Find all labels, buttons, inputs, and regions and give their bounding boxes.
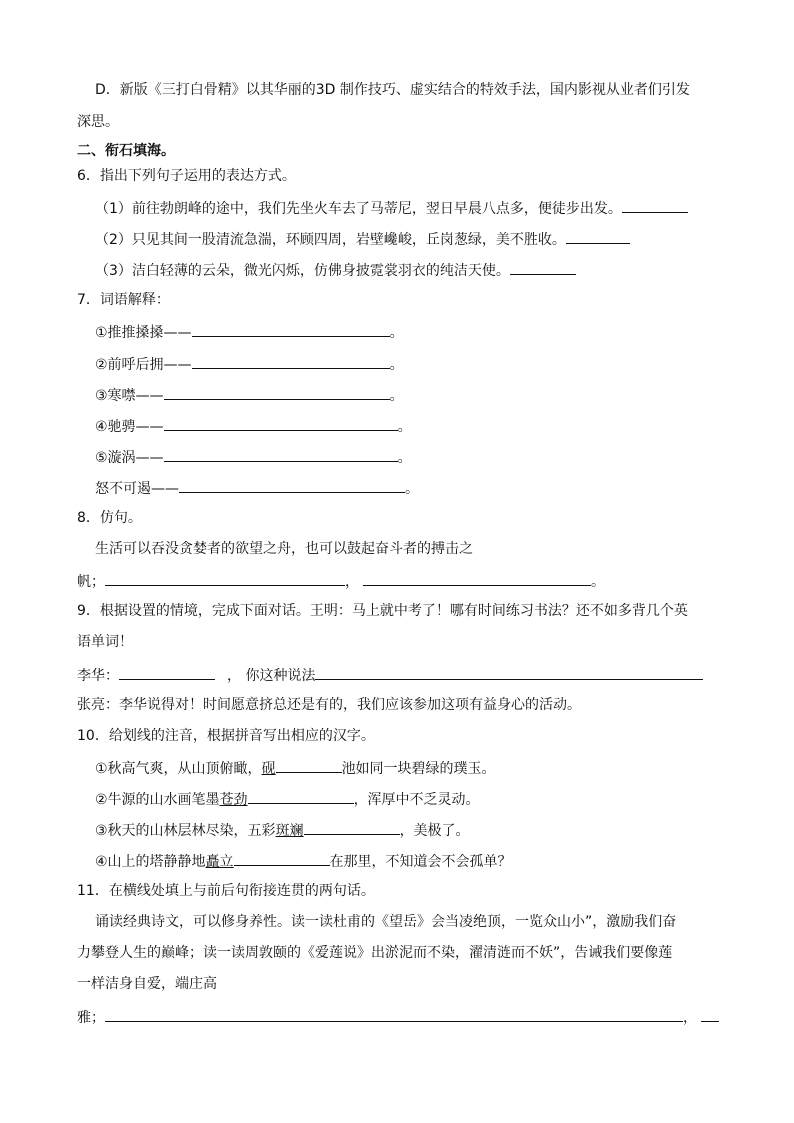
- answer-blank[interactable]: [119, 664, 215, 680]
- q10-item-2: ②牛源的山水画笔墨苍劲 ，浑厚中不乏灵动。: [95, 788, 480, 810]
- answer-blank[interactable]: [105, 570, 345, 586]
- answer-blank[interactable]: [164, 446, 398, 462]
- q8-stem: 8．仿句。: [77, 510, 142, 526]
- q10-item-4: ④山上的塔静静地矗立 在那里，不知道会不会孤单？: [95, 850, 512, 872]
- answer-blank[interactable]: [105, 1006, 683, 1022]
- answer-blank[interactable]: [248, 788, 354, 804]
- answer-blank[interactable]: [192, 321, 390, 337]
- q10-item-3: ③秋天的山林层林尽染，五彩斑斓 ，美极了。: [95, 819, 470, 841]
- answer-blank[interactable]: [164, 415, 398, 431]
- q11-line1: 诵读经典诗文，可以修身养性。读一读杜甫的《望岳》会当凌绝顶，一览众山小”，激励我们奋: [95, 914, 677, 930]
- q11-line2: 力攀登人生的巅峰；读一读周敦颐的《爱莲说》出淤泥而不染，濯清涟而不妖”，告诫我们要像莲: [77, 945, 673, 961]
- q11-line4: 雅； ，: [77, 1006, 719, 1028]
- q11-line3: 一样洁身自爱，端庄高: [77, 976, 217, 992]
- q8-line2: 帆； ， 。: [77, 570, 605, 592]
- answer-blank[interactable]: [304, 819, 400, 835]
- q7-item-1: ①推推搡搡—— 。: [95, 321, 404, 343]
- q11-stem: 11．在横线处填上与前后句衔接连贯的两句话。: [77, 883, 375, 899]
- answer-blank[interactable]: [164, 384, 390, 400]
- q7-stem: 7．词语解释：: [77, 292, 170, 308]
- answer-blank[interactable]: [234, 850, 330, 866]
- answer-blank[interactable]: [363, 570, 591, 586]
- q7-item-2: ②前呼后拥—— 。: [95, 353, 404, 375]
- q9-lihua: 李华： ， 你这种说法: [77, 664, 703, 686]
- q10-item-1: ①秋高气爽，从山顶俯瞰，砚 池如同一块碧绿的璞玉。: [95, 757, 496, 779]
- q7-item-5: ⑤漩涡—— 。: [95, 446, 412, 468]
- q10-stem: 10．给划线的注音，根据拼音写出相应的汉字。: [77, 728, 375, 744]
- q6-item-2: （2）只见其间一股清流急湍，环顾四周，岩壁巉峻，丘岗葱绿，美不胜收。: [95, 228, 630, 250]
- answer-blank[interactable]: [510, 259, 576, 275]
- answer-blank[interactable]: [701, 1006, 719, 1022]
- section-title: 二、衔石填海。: [77, 143, 175, 159]
- answer-blank[interactable]: [192, 353, 390, 369]
- q8-line1: 生活可以吞没贪婪者的欲望之舟，也可以鼓起奋斗者的搏击之: [95, 541, 473, 557]
- answer-blank[interactable]: [315, 664, 703, 680]
- answer-blank[interactable]: [622, 197, 688, 213]
- q5-option-d-line2: 深思。: [77, 114, 119, 130]
- q5-option-d-line1: D．新版《三打白骨精》以其华丽的3D 制作技巧、虚实结合的特效手法，国内影视从业者们引发: [95, 82, 690, 98]
- q6-item-1: （1）前往勃朗峰的途中，我们先坐火车去了马蒂尼，翌日早晨八点多，便徒步出发。: [95, 197, 688, 219]
- q6-item-3: （3）洁白轻薄的云朵，微光闪烁，仿佛身披霓裳羽衣的纯洁天使。: [95, 259, 576, 281]
- answer-blank[interactable]: [179, 477, 405, 493]
- answer-blank[interactable]: [566, 228, 630, 244]
- q9-zhangliang: 张亮：李华说得对！时间愿意挤总还是有的，我们应该参加这项有益身心的活动。: [77, 697, 581, 713]
- answer-blank[interactable]: [276, 757, 342, 773]
- q7-item-4: ④驰骋—— 。: [95, 415, 412, 437]
- q9-line2: 语单词！: [77, 634, 133, 650]
- q6-stem: 6．指出下列句子运用的表达方式。: [77, 168, 296, 184]
- q7-item-6: 怒不可遏—— 。: [95, 477, 419, 499]
- q9-line1: 9．根据设置的情境，完成下面对话。王明：马上就中考了！哪有时间练习书法？还不如多背几个英: [77, 603, 688, 619]
- q7-item-3: ③寒噤—— 。: [95, 384, 404, 406]
